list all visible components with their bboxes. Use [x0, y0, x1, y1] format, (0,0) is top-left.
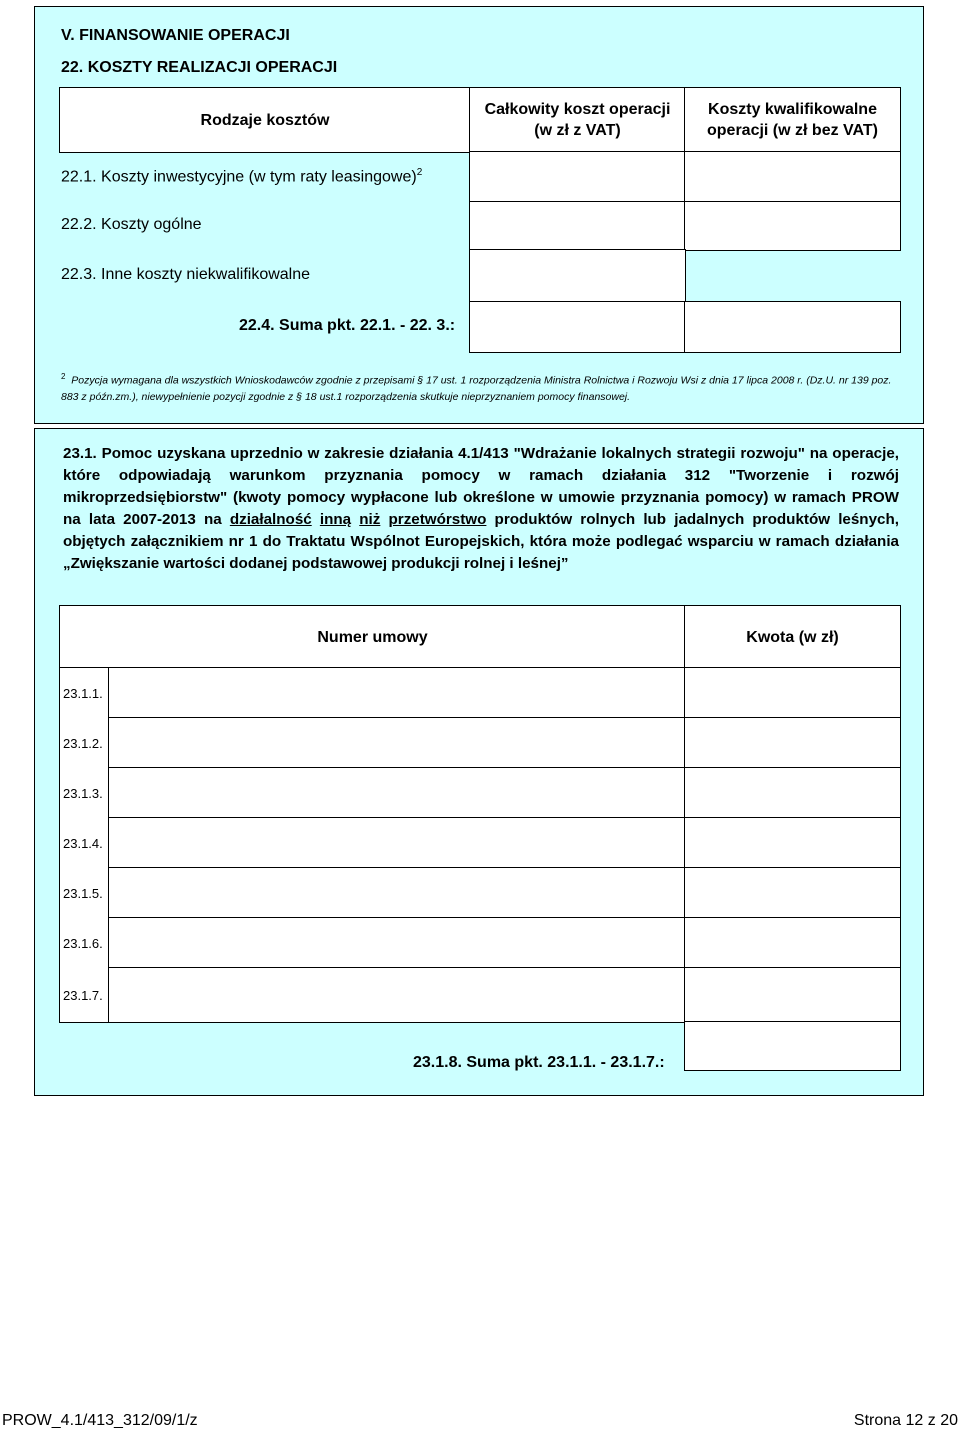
row-label-23-1-7: 23.1.7.	[63, 988, 103, 1003]
para-underline-4: przetwórstwo	[388, 511, 487, 528]
para-underline-1: działalność	[229, 511, 312, 528]
total-cost-input-22-1[interactable]	[469, 151, 686, 203]
amount-input-23-1-7[interactable]	[684, 967, 901, 1023]
header-total-line1: Całkowity koszt operacji	[484, 101, 671, 118]
header-total-cost	[469, 87, 686, 153]
contract-input-23-1-1[interactable]	[108, 667, 686, 719]
header-cost-types-label: Rodzaje kosztów	[200, 111, 330, 129]
total-cost-input-22-2[interactable]	[469, 201, 686, 251]
para-underline-3: niż	[359, 511, 381, 528]
total-cost-sum-22-4[interactable]	[469, 301, 686, 353]
para-start: 23.1. Pomoc uzyskana uprzednio w zakresie działania 4.1/413 "Wdrażanie lokalnych strategii rozwoju" na operacje, które odpowiadają warunkom przyznania pomocy w ramach działania 312 "Tworzenie i rozwój mikroprzedsiębiorstw" (kwoty pomocy wypłacone lub określone w umowie przyznania pomocy) w ramach PROW na lata 2007-2013 na	[63, 445, 899, 528]
sum-label-23-1-8: 23.1.8. Suma pkt. 23.1.1. - 23.1.7.:	[413, 1054, 665, 1071]
contract-input-23-1-7[interactable]	[108, 967, 686, 1023]
costs-section	[34, 6, 924, 424]
header-eligible-cost	[684, 87, 901, 153]
amount-sum-23-1-8[interactable]	[684, 1021, 901, 1071]
contract-input-23-1-3[interactable]	[108, 767, 686, 819]
amount-input-23-1-5[interactable]	[684, 867, 901, 919]
footer-form-code: PROW_4.1/413_312/09/1/z	[2, 1412, 198, 1429]
total-cost-input-22-3[interactable]	[469, 249, 686, 303]
footnote-text: Pozycja wymagana dla wszystkich Wnioskodawców zgodnie z przepisami § 17 ust. 1 rozporządzenia Ministra Rolnictwa i Rozwoju Wsi z dnia 17 lipca 2008 r. (Dz.U. nr 139 poz. 883 z późn.zm.), niewypełnienie pozycji zgodnie z § 18 ust.1 rozporządzenia skutkuje nieprzyznaniem pomocy finansowej.	[61, 374, 892, 403]
sum-label-22-4: 22.4. Suma pkt. 22.1. - 22. 3.:	[239, 317, 456, 334]
eligible-cost-input-22-1[interactable]	[684, 151, 901, 203]
section-subtitle: 22. KOSZTY REALIZACJI OPERACJI	[61, 59, 338, 76]
row-label-23-1-5: 23.1.5.	[63, 886, 103, 901]
row-label-22-1	[61, 167, 422, 186]
contract-input-23-1-5[interactable]	[108, 867, 686, 919]
header-total-line2: (w zł z VAT)	[534, 122, 621, 139]
footnote-marker: 2	[61, 372, 66, 381]
amount-input-23-1-2[interactable]	[684, 717, 901, 769]
row-label-23-1-3: 23.1.3.	[63, 786, 103, 801]
amount-input-23-1-3[interactable]	[684, 767, 901, 819]
row-label-23-1-2: 23.1.2.	[63, 736, 103, 751]
footnote-ref: 2	[416, 167, 423, 178]
header-amount-label: Kwota (w zł)	[746, 628, 839, 646]
eligible-cost-input-22-2[interactable]	[684, 201, 901, 251]
amount-input-23-1-4[interactable]	[684, 817, 901, 869]
header-contract-number	[59, 605, 686, 669]
amount-input-23-1-1[interactable]	[684, 667, 901, 719]
contract-input-23-1-2[interactable]	[108, 717, 686, 769]
eligible-cost-sum-22-4[interactable]	[684, 301, 901, 353]
footer-page-number: Strona 12 z 20	[853, 1412, 958, 1429]
row-label-22-2: 22.2. Koszty ogólne	[61, 216, 202, 233]
header-contract-label: Numer umowy	[317, 628, 428, 646]
row-label-23-1-1: 23.1.1.	[63, 686, 103, 701]
section-title: V. FINANSOWANIE OPERACJI	[61, 27, 290, 44]
para-end: produktów rolnych lub jadalnych produktów leśnych, objętych załącznikiem nr 1 do Traktatu Wspólnot Europejskich, która może podlegać wsparciu w ramach działania „Zwiększanie wartości dodanej podstawowej produkcji rolnej i leśnej”	[63, 511, 899, 572]
row-label-22-3: 22.3. Inne koszty niekwalifikowalne	[61, 266, 311, 283]
row-22-1-text: 22.1. Koszty inwestycyjne (w tym raty leasingowe)	[61, 168, 417, 186]
header-eligible-line1: Koszty kwalifikowalne	[708, 101, 877, 118]
row-label-23-1-6: 23.1.6.	[63, 936, 103, 951]
row-label-23-1-4: 23.1.4.	[63, 836, 103, 851]
para-underline-2: inną	[319, 511, 352, 528]
footnote	[61, 369, 911, 405]
amount-input-23-1-6[interactable]	[684, 917, 901, 969]
contract-input-23-1-4[interactable]	[108, 817, 686, 869]
contract-input-23-1-6[interactable]	[108, 917, 686, 969]
header-eligible-line2: operacji (w zł bez VAT)	[707, 122, 878, 139]
prior-aid-section	[34, 428, 924, 1096]
prior-aid-description	[63, 443, 899, 575]
header-amount	[684, 605, 901, 669]
header-cost-types	[59, 87, 471, 153]
